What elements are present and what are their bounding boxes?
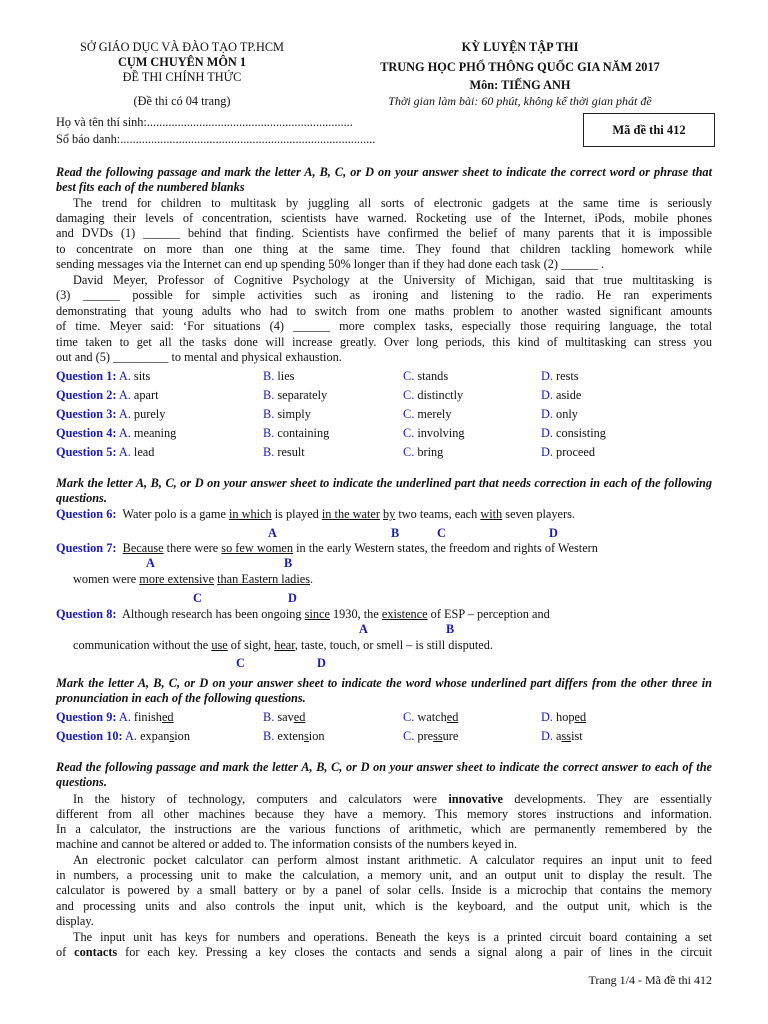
candidate-number-field — [56, 132, 375, 147]
option-letter: A. — [118, 369, 131, 383]
question-8-continued — [73, 638, 493, 653]
underlined-part-b: existence — [381, 607, 428, 621]
subject-label: Môn: TIẾNG ANH — [469, 78, 571, 92]
page-count-note: (Đề thi có 04 trang) — [133, 94, 231, 108]
option-text: ure — [442, 729, 459, 743]
passage-text: of — [56, 945, 75, 959]
sentence-text: of ESP – perception and — [427, 607, 550, 621]
question-2 — [56, 388, 716, 404]
sentence-text: in the early Western states, the freedom and rights of Western — [293, 541, 598, 555]
underlined-sound: ss — [433, 729, 443, 743]
time-note: Thời gian làm bài: 60 phút, không kể thời gian phát đề — [388, 94, 652, 108]
section4-instruction: Read the following passage and mark the letter A, B, C, or D on your answer sheet to indicate the correct answer to each of the questions. — [56, 760, 712, 790]
question-6 — [56, 507, 575, 522]
underlined-sound: ed — [161, 710, 174, 724]
option-text: ion — [308, 729, 325, 743]
option-text: apart — [133, 388, 159, 402]
option-text: result — [277, 445, 305, 459]
exam-code-box: Mã đề thi 412 — [583, 113, 715, 147]
passage1-line: (3) ______ possible for simple activities such as ironing and listening to the radio. He ran experiments — [56, 288, 712, 302]
option-letter: C. — [403, 388, 415, 402]
sentence-text: , taste, touch, or smell – is still disputed. — [294, 638, 493, 652]
passage1-line: The trend for children to multitask by juggling all sorts of electronic gadgets at the same time is seriously — [73, 196, 712, 210]
passage-bold-word: innovative — [448, 792, 504, 806]
sentence-text: is played — [271, 507, 322, 521]
option-text: distinctly — [417, 388, 464, 402]
sentence-text: of sight, — [227, 638, 275, 652]
option-letter: C. — [403, 369, 415, 383]
option-letter: B. — [263, 369, 275, 383]
sentence-text: two teams, each — [395, 507, 481, 521]
question-7-continued — [73, 572, 313, 587]
underlined-sound: ss — [561, 729, 572, 743]
question-label: Question 1: — [56, 369, 117, 383]
passage1-line: sending messages via the Internet can end up spending 50% longer than if they had done each task (2) ______ . — [56, 257, 605, 271]
underlined-part-b: in the water — [321, 507, 380, 521]
passage1-line: demonstrating that young adults who had to switch from one maths problem to another wasted significant amounts — [56, 304, 712, 318]
official-exam-label: ĐỀ THI CHÍNH THỨC — [122, 70, 242, 84]
question-1 — [56, 369, 716, 385]
passage2-line: and processing units and also controls the input unit, which is the keyboard, and the output unit, which is the — [56, 899, 712, 913]
passage2-line: different from all other machines because they have a memory. This memory stores instructions and information. — [56, 807, 712, 821]
sentence-text: there were — [163, 541, 222, 555]
underlined-sound: ed — [293, 710, 306, 724]
candidate-number-dots: ................................................................................... — [120, 132, 376, 146]
section3-instruction: Mark the letter A, B, C, or D on your answer sheet to indicate the word whose underlined part differs from the other three in pronunciation in each of the following questions. — [56, 676, 712, 706]
question-label: Question 8: — [56, 607, 117, 621]
option-text: expan — [140, 729, 170, 743]
page-footer: Trang 1/4 - Mã đề thi 412 — [588, 973, 712, 987]
passage1-line: out and (5) _________ to mental and physical exhaustion. — [56, 350, 342, 364]
question-7 — [56, 541, 598, 556]
passage-bold-word: contacts — [74, 945, 118, 959]
sentence-text: . — [310, 572, 314, 586]
passage1-line: David Meyer, Professor of Cognitive Psychology at the University of Michigan, said that true multitasking is — [73, 273, 712, 287]
underlined-part-c: more extensive — [139, 572, 215, 586]
marker-d: D — [317, 656, 326, 670]
option-letter: D. — [541, 369, 553, 383]
passage2-line: calculator is powered by a small battery or by a panel of solar cells. Inside is a microchip that contains the memory — [56, 883, 712, 897]
marker-a: A — [146, 556, 155, 570]
option-letter: A. — [125, 729, 137, 743]
section2-instruction: Mark the letter A, B, C, or D on your answer sheet to indicate the underlined part that needs correction in each of the following questions. — [56, 476, 712, 506]
underlined-part-b: so few women — [221, 541, 294, 555]
underlined-part-a: since — [304, 607, 330, 621]
question-5 — [56, 445, 716, 461]
candidate-name-label: Họ và tên thí sinh: — [56, 115, 147, 129]
passage2-line: The input unit has keys for numbers and operations. Beneath the keys is a printed circuit board containing a set — [73, 930, 712, 944]
question-label: Question 5: — [56, 445, 117, 459]
passage1-line: time taken to get all the tasks done will increase greatly. Over long periods, this kind of multitasking can stress you — [56, 335, 712, 349]
passage-text: In the history of technology, computers and calculators were — [73, 792, 449, 806]
option-letter: D. — [541, 407, 553, 421]
marker-b: B — [391, 526, 400, 540]
question-3 — [56, 407, 716, 423]
question-label: Question 6: — [56, 507, 117, 521]
passage1-line: damaging their levels of concentration, scientists have warned. Rocketing use of the Internet, iPods, mobile phones — [56, 211, 712, 225]
option-letter: A. — [118, 426, 131, 440]
option-text: consisting — [556, 426, 606, 440]
question-10 — [56, 729, 716, 745]
option-letter: B. — [263, 445, 275, 459]
marker-a: A — [359, 622, 368, 636]
sentence-text: seven players. — [502, 507, 575, 521]
option-letter: A. — [118, 388, 131, 402]
passage2-line — [56, 792, 712, 807]
marker-d: D — [549, 526, 558, 540]
option-text: meaning — [133, 426, 177, 440]
underlined-part-a: Because — [122, 541, 164, 555]
sentence-text: Water polo is a game — [122, 507, 229, 521]
question-label: Question 4: — [56, 426, 117, 440]
candidate-number-label: Số báo danh: — [56, 132, 121, 146]
option-text: finish — [133, 710, 162, 724]
option-letter: A. — [118, 710, 131, 724]
marker-c: C — [193, 591, 202, 605]
marker-a: A — [268, 526, 277, 540]
question-label: Question 9: — [56, 710, 117, 724]
option-letter: B. — [263, 426, 275, 440]
option-text: merely — [417, 407, 452, 421]
option-letter: C. — [403, 445, 415, 459]
option-text: bring — [417, 445, 444, 459]
exam-subtitle: TRUNG HỌC PHỔ THÔNG QUỐC GIA NĂM 2017 — [380, 60, 660, 74]
question-label: Question 2: — [56, 388, 117, 402]
marker-c: C — [236, 656, 245, 670]
underlined-sound: s — [304, 729, 309, 743]
passage1-line: of time. Meyer said: ‘For situations (4) ______ more complex tasks, especially those requiring language, the total — [56, 319, 712, 333]
passage1-line: to concentrate on more than one thing at the same time. They found that children tackling homework while — [56, 242, 712, 256]
option-text: only — [556, 407, 578, 421]
option-text: a — [556, 729, 562, 743]
option-text: simply — [277, 407, 311, 421]
option-text: rests — [556, 369, 579, 383]
underlined-part-c: use — [211, 638, 228, 652]
sentence-text: women were — [73, 572, 140, 586]
option-letter: D. — [541, 388, 553, 402]
option-text: aside — [556, 388, 582, 402]
section1-instruction: Read the following passage and mark the letter A, B, C, or D on your answer sheet to indicate the correct word or phrase that best fits each of the numbered blanks — [56, 165, 712, 195]
option-letter: D. — [541, 710, 553, 724]
passage-text: for each key. Pressing a key closes the contacts and sends a signal along a pair of lines in the circuit — [117, 945, 712, 959]
question-8 — [56, 607, 550, 622]
underlined-part-d: than Eastern ladies — [217, 572, 310, 586]
cluster-name: CỤM CHUYÊN MÔN 1 — [117, 55, 247, 69]
option-text: separately — [277, 388, 328, 402]
option-text: involving — [417, 426, 465, 440]
option-letter: C. — [403, 729, 415, 743]
passage2-line: An electronic pocket calculator can perform almost instant arithmetic. A calculator requires an input unit to feed — [73, 853, 712, 867]
option-text: containing — [277, 426, 330, 440]
sentence-text: Although research has been ongoing — [121, 607, 305, 621]
passage2-line: In a calculator, the instructions are the various functions of arithmetic, which are permanently remembered by the — [56, 822, 712, 836]
marker-c: C — [437, 526, 446, 540]
underlined-part-d: hear — [274, 638, 295, 652]
option-letter: A. — [118, 445, 131, 459]
passage1-line: and DVDs (1) ______ behind that finding. Scientists have confirmed the belief of many parents that it is impossible — [56, 226, 712, 240]
option-text: pre — [417, 729, 434, 743]
underlined-sound: s — [169, 729, 175, 743]
exam-title: KỲ LUYỆN TẬP THI — [461, 40, 579, 54]
option-letter: D. — [541, 426, 553, 440]
question-label: Question 3: — [56, 407, 117, 421]
option-text: lead — [133, 445, 155, 459]
passage2-line — [56, 945, 712, 960]
option-letter: C. — [403, 710, 415, 724]
option-letter: D. — [541, 445, 553, 459]
question-4 — [56, 426, 716, 442]
option-text: ion — [174, 729, 190, 743]
underlined-sound: ed — [574, 710, 587, 724]
option-letter: B. — [263, 729, 275, 743]
option-letter: B. — [263, 407, 275, 421]
option-letter: B. — [263, 710, 275, 724]
marker-b: B — [446, 622, 455, 636]
option-text: exten — [277, 729, 304, 743]
option-text: ist — [571, 729, 583, 743]
option-text: sits — [133, 369, 151, 383]
option-letter: A. — [118, 407, 131, 421]
dept-name: SỞ GIÁO DỤC VÀ ĐÀO TẠO TP.HCM — [80, 40, 284, 54]
passage2-line: machine and cannot be altered or added to. The information consists of the numbers keyed in. — [56, 837, 518, 851]
passage2-line: in numbers, a processing unit to make the calculation, a memory unit, and an output unit to display the result. The — [56, 868, 712, 882]
underlined-part-a: in which — [228, 507, 272, 521]
option-letter: B. — [263, 388, 275, 402]
underlined-part-d: with — [480, 507, 503, 521]
option-text: purely — [133, 407, 166, 421]
option-text: hop — [556, 710, 575, 724]
option-text: sav — [277, 710, 294, 724]
passage2-line: display. — [56, 914, 94, 928]
question-label: Question 10: — [56, 729, 123, 743]
question-9 — [56, 710, 716, 726]
marker-d: D — [288, 591, 297, 605]
option-letter: D. — [541, 729, 553, 743]
option-text: watch — [417, 710, 447, 724]
option-text: lies — [277, 369, 295, 383]
underlined-part-c: by — [383, 507, 396, 521]
option-text: stands — [417, 369, 449, 383]
question-label: Question 7: — [56, 541, 117, 555]
candidate-name-field — [56, 115, 353, 130]
passage-text: developments. They are essentially — [503, 792, 712, 806]
option-text: proceed — [556, 445, 595, 459]
underlined-sound: ed — [446, 710, 459, 724]
sentence-text: communication without the — [73, 638, 212, 652]
sentence-text: 1930, the — [329, 607, 382, 621]
option-letter: C. — [403, 426, 415, 440]
option-letter: C. — [403, 407, 415, 421]
candidate-name-dots: ................................................................... — [146, 115, 353, 129]
marker-b: B — [284, 556, 293, 570]
